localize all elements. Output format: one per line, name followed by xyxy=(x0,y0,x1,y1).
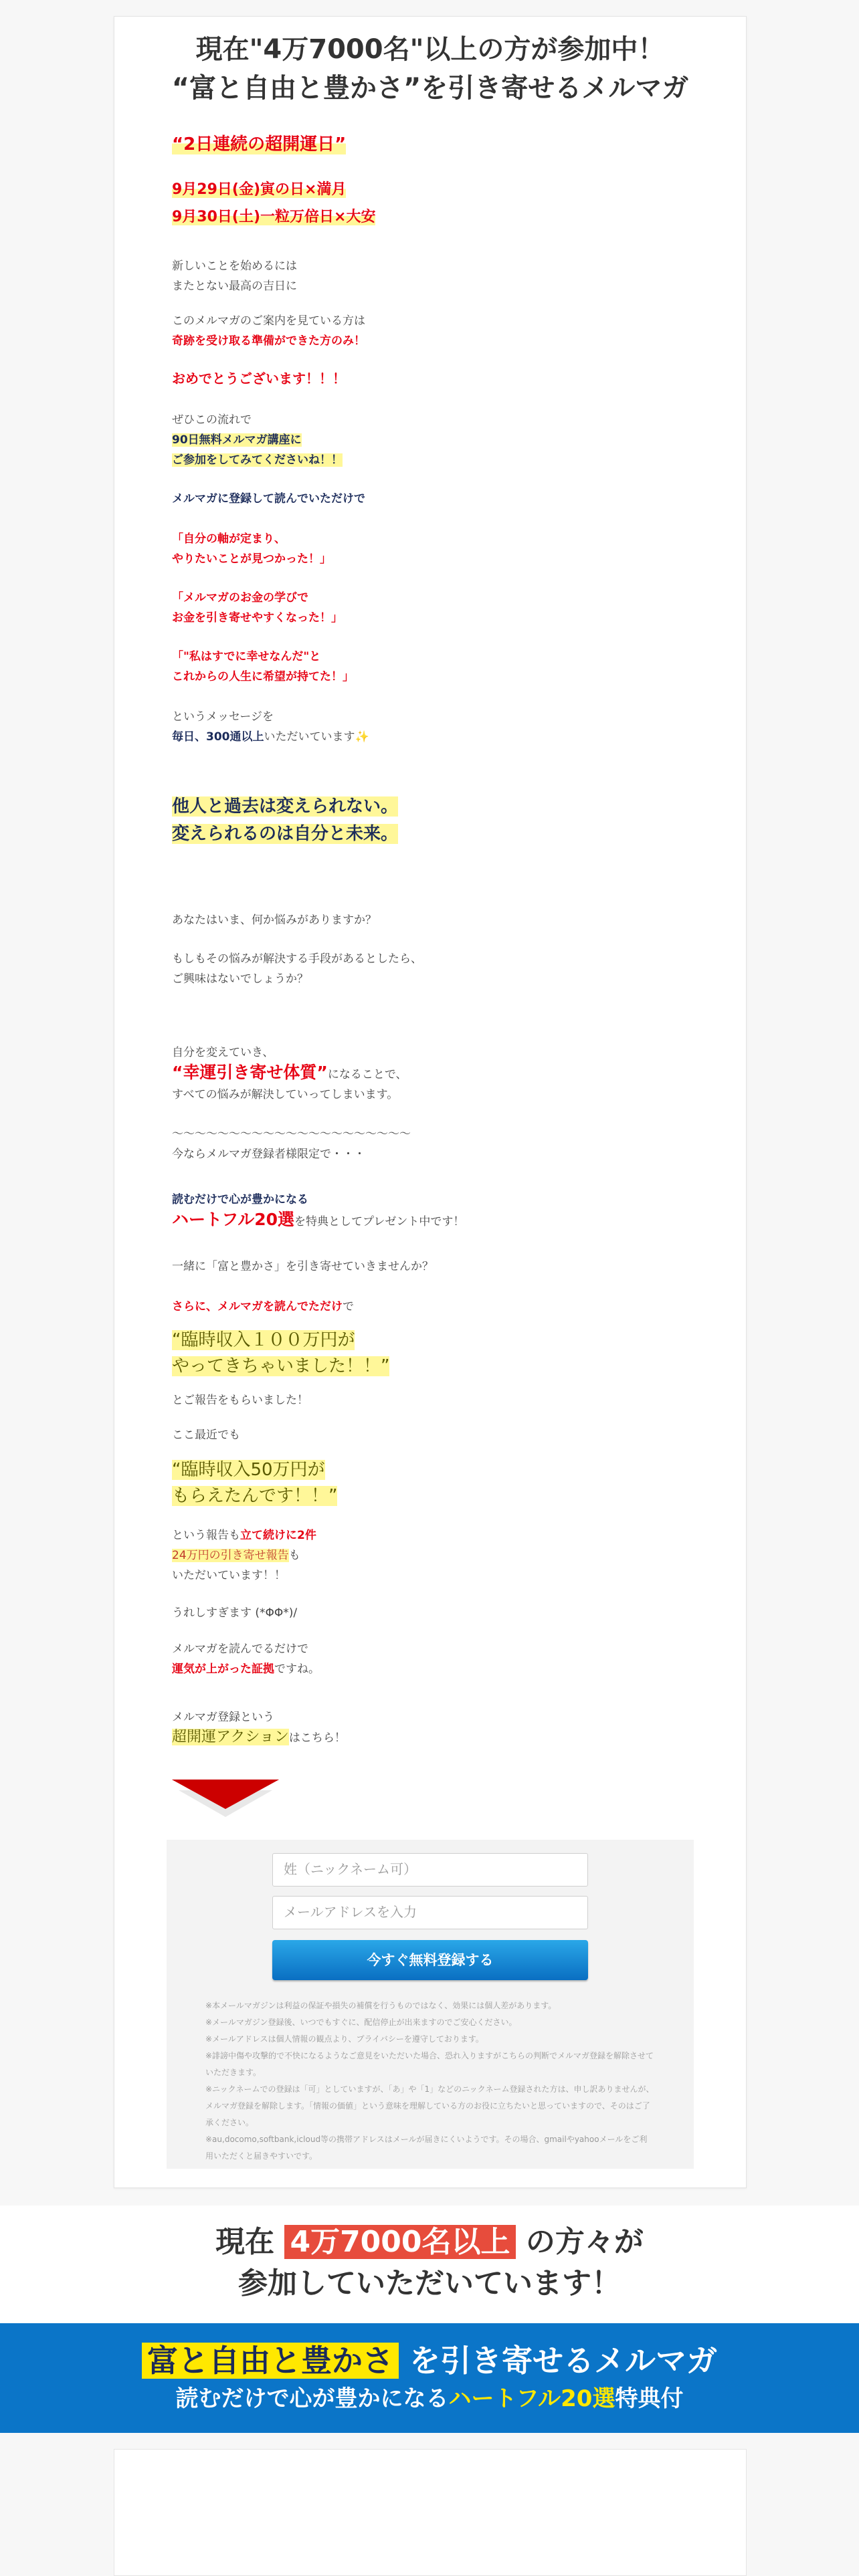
disclaimer-line: ※ニックネームでの登録は「可」としていますが、「あ」や「1」などのニックネーム登録された方は、申し訳ありませんが、メルマガ登録を解除します。「情報の価値」という意味を理解している方のお役に立ちたいと思っていますので、そのはご了承ください。 xyxy=(205,2084,654,2127)
hero-line1: 現在"4万7000名"以上の方が参加中！ xyxy=(195,34,665,65)
stats-line2: 参加していただいています！ xyxy=(238,2266,621,2300)
banner-line2-prefix: 読むだけで心が豊かになる xyxy=(175,2385,449,2412)
text-line-highlight: ご参加をしてみてくださいね！！ xyxy=(172,453,343,467)
text-line-red: 奇跡を受け取る準備ができた方のみ！ xyxy=(172,334,365,348)
date-2: 9月30日(土)一粒万倍日×大安 xyxy=(172,209,376,225)
text-line: という報告も xyxy=(172,1529,240,1542)
quote-line-1: 他人と過去は変えられない。 xyxy=(172,796,399,817)
quote-line-5: “臨時収入50万円が xyxy=(172,1460,325,1480)
wave-divider: 〜〜〜〜〜〜〜〜〜〜〜〜〜〜〜〜〜〜〜〜〜 xyxy=(172,1128,411,1141)
quote-line-4: やってきちゃいました！！” xyxy=(172,1356,390,1376)
signup-form xyxy=(167,1840,694,2169)
text-line: を特典としてプレゼント中です！ xyxy=(294,1215,465,1228)
text-line: いただいています！！ xyxy=(172,1569,286,1582)
text-line: またとない最高の吉日に xyxy=(172,280,297,293)
feature-banner xyxy=(0,2323,859,2433)
text-line: 新しいことを始めるには xyxy=(172,259,297,273)
quote-line-6: もらえたんです！！” xyxy=(172,1486,338,1506)
text-line-highlight: 90日無料メルマガ講座に xyxy=(172,433,302,447)
text-line: 自分を変えていき、 xyxy=(172,1046,274,1059)
testimonial-3a: 「"私はすでに幸せなんだ"と xyxy=(172,650,321,663)
testimonial-1a: 「自分の軸が定まり、 xyxy=(172,532,286,546)
congrats-text: おめでとうございます！！！ xyxy=(172,370,346,387)
disclaimer-line: ※本メールマガジンは利益の保証や損失の補償を行うものではなく、効果には個人差があります。 xyxy=(205,2001,557,2010)
text-line-red: 運気が上がった証拠 xyxy=(172,1662,274,1676)
text-line: このメルマガのご案内を見ている方は xyxy=(172,314,365,328)
keyword-big: 超開運アクション xyxy=(172,1729,289,1745)
banner-rest: を引き寄せるメルマガ xyxy=(409,2343,717,2379)
text-line: メルマガ登録という xyxy=(172,1711,274,1724)
disclaimer-line: ※au,docomo,softbank,icloud等の携帯アドレスはメールが届きにくいようです。その場合、gmailやyahooメールをご利用いただくと届きやすいです。 xyxy=(205,2135,648,2161)
text-line: はこちら！ xyxy=(288,1731,346,1745)
submit-button[interactable]: 今すぐ無料登録する xyxy=(272,1940,588,1980)
text-line: ぜひこの流れで xyxy=(172,413,252,427)
text-line: ご興味はないでしょうか？ xyxy=(172,972,308,986)
banner-line2-suffix: 特典付 xyxy=(615,2385,684,2412)
banner-highlight: 富と自由と豊かさ xyxy=(142,2343,399,2379)
headline-lucky-days: “2日連続の超開運日” xyxy=(172,134,347,154)
testimonial-1b: やりたいことが見つかった！」 xyxy=(172,552,331,566)
disclaimer xyxy=(205,1998,655,2165)
text-line-red: さらに、メルマガを読んでただけ xyxy=(172,1300,343,1313)
name-field[interactable]: 姓（ニックネーム可） xyxy=(272,1853,588,1887)
text-line: 今ならメルマガ登録者様限定で・・・ xyxy=(172,1148,365,1161)
testimonial-3b: これからの人生に希望が持てた！」 xyxy=(172,670,354,683)
down-arrow-icon xyxy=(172,1780,279,1820)
date-1: 9月29日(金)寅の日×満月 xyxy=(172,181,347,198)
hero-title xyxy=(114,30,746,108)
text-line-bold: メルマガに登録して読んでいただけで xyxy=(172,492,365,506)
keyword-big: ハートフル20選 xyxy=(172,1210,295,1229)
text-line: もしもその悩みが解決する手段があるとしたら、 xyxy=(172,952,422,966)
text-line: というメッセージを xyxy=(172,710,274,724)
testimonial-2a: 「メルマガのお金の学びで xyxy=(172,591,308,605)
text-line: とご報告をもらいました！ xyxy=(172,1394,308,1407)
quote-line-2: 変えられるのは自分と未来。 xyxy=(172,824,399,844)
text-line: いただいています✨ xyxy=(264,730,369,744)
testimonial-2b: お金を引き寄せやすくなった！」 xyxy=(172,611,343,625)
quote-line-3: “臨時収入１００万円が xyxy=(172,1330,355,1350)
bottom-card xyxy=(114,2449,747,2576)
stats-suffix: の方々が xyxy=(525,2225,644,2259)
text-line: も xyxy=(288,1549,300,1562)
text-line: メルマガを読んでるだけで xyxy=(172,1642,308,1656)
text-line-bold: 読むだけで心が豊かになる xyxy=(172,1193,308,1206)
text-line: 一緒に「富と豊かさ」を引き寄せていきませんか？ xyxy=(172,1260,434,1273)
text-line: になることで、 xyxy=(327,1068,407,1081)
disclaimer-line: ※メールマガジン登録後、いつでもすぐに、配信停止が出来ますのでご安心ください。 xyxy=(205,2018,517,2027)
disclaimer-line: ※メールアドレスは個人情報の観点より、プライバシーを遵守しております。 xyxy=(205,2034,484,2044)
stats-highlight: 4万7000名以上 xyxy=(284,2225,515,2259)
text-line: で xyxy=(343,1300,354,1313)
text-line-highlight: 24万円の引き寄せ報告 xyxy=(172,1549,289,1562)
text-line: すべての悩みが解決していってしまいます。 xyxy=(172,1088,399,1101)
stats-section xyxy=(0,2206,859,2323)
text-line-red: 立て続けに2件 xyxy=(240,1529,316,1542)
text-line: うれしすぎます (*ΦΦ*)/ xyxy=(172,1606,298,1620)
text-line-bold: 毎日、300通以上 xyxy=(172,730,264,744)
text-line: ですね。 xyxy=(274,1662,320,1676)
email-field[interactable]: メールアドレスを入力 xyxy=(272,1896,588,1929)
stats-prefix: 現在 xyxy=(215,2225,275,2259)
text-line: あなたはいま、何か悩みがありますか？ xyxy=(172,914,377,927)
keyword-big: “幸運引き寄せ体質” xyxy=(172,1063,328,1082)
disclaimer-line: ※誹謗中傷や攻撃的で不快になるようなご意見をいただいた場合、恐れ入りますがこちらの判断でメルマガ登録を解除させていただきます。 xyxy=(205,2051,654,2077)
hero-line2: “富と自由と豊かさ”を引き寄せるメルマガ xyxy=(171,73,689,104)
text-line: ここ最近でも xyxy=(172,1428,240,1442)
banner-line2-yellow: ハートフル20選 xyxy=(448,2385,615,2412)
main-card xyxy=(114,16,747,2188)
